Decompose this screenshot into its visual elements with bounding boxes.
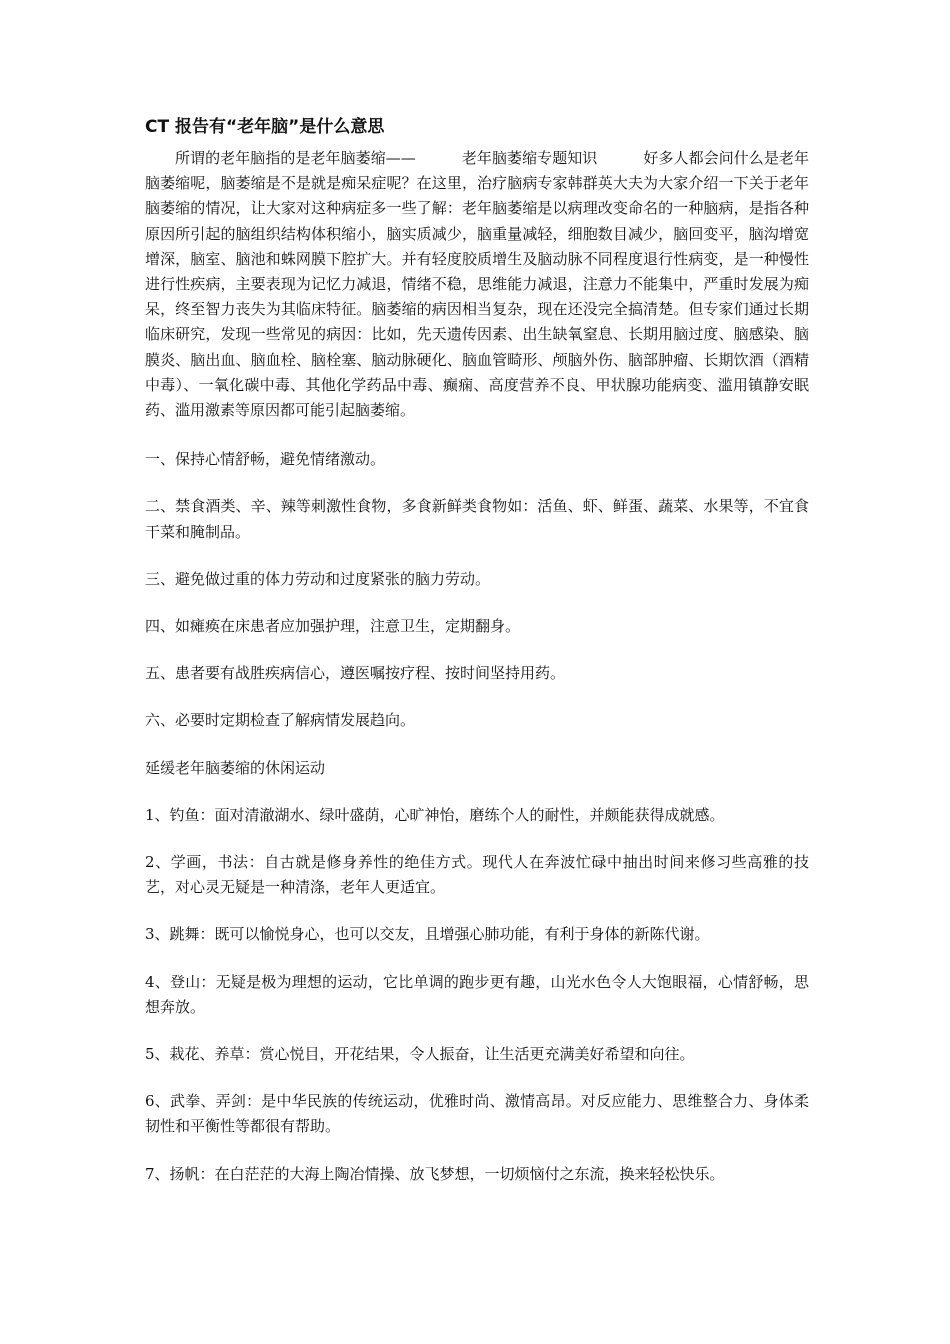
activity-item-3: 3、跳舞：既可以愉悦身心，也可以交友，且增强心肺功能，有利于身体的新陈代谢。 bbox=[145, 925, 710, 944]
activities-heading: 延缓老年脑萎缩的休闲运动 bbox=[145, 758, 326, 777]
activity-item-4: 4、登山：无疑是极为理想的运动，它比单调的跑步更有趣，山光水色令人大饱眼福，心情舒畅，思想奔放。 bbox=[145, 972, 809, 1016]
advice-item-4: 四、如瘫痪在床患者应加强护理，注意卫生，定期翻身。 bbox=[145, 617, 521, 636]
advice-item-1: 一、保持心情舒畅，避免情绪激动。 bbox=[145, 450, 386, 469]
activity-item-7: 7、扬帆：在白茫茫的大海上陶冶情操、放飞梦想，一切烦恼付之东流，换来轻松快乐。 bbox=[145, 1164, 725, 1183]
advice-item-2: 二、禁食酒类、辛、辣等刺激性食物，多食新鲜类食物如：活鱼、虾、鲜蛋、蔬菜、水果等，不宜食干菜和腌制品。 bbox=[145, 497, 809, 541]
document-page bbox=[145, 112, 809, 1209]
intro-part-3: 好多人都会问什么是老年脑萎缩呢，脑萎缩是不是就是痴呆症呢？在这里，治疗脑病专家韩群英大夫为大家介绍一下关于老年脑萎缩的情况，让大家对这种病症多一些了解：老年脑萎缩是以病理改变命名的一种脑病，是指各种原因所引起的脑组织结构体积缩小，脑实质减少，脑重量减轻，细胞数目减少，脑回变平，脑沟增宽增深，脑室、脑池和蛛网膜下腔扩大。并有轻度胶质增生及脑动脉不同程度退行性病变，是一种慢性进行性疾病，主要表现为记忆力减退，情绪不稳，思维能力减退，注意力不能集中，严重时发展为痴呆，终至智力丧失为其临床特征。脑萎缩的病因相当复杂，现在还没完全搞清楚。但专家们通过长期临床研究，发现一些常见的病因：比如，先天遗传因素、出生缺氧窒息、长期用脑过度、脑感染、脑膜炎、脑出血、脑血栓、脑栓塞、脑动脉硬化、脑血管畸形、颅脑外伤、脑部肿瘤、长期饮酒（酒精中毒）、一氧化碳中毒、其他化学药品中毒、癫痫、高度营养不良、甲状腺功能病变、滥用镇静安眠药、滥用激素等原因都可能引起脑萎缩。 bbox=[145, 149, 809, 420]
advice-item-3: 三、避免做过重的体力劳动和过度紧张的脑力劳动。 bbox=[145, 569, 491, 588]
intro-part-2: 老年脑萎缩专题知识 bbox=[461, 149, 598, 167]
document-title: CT 报告有“老年脑”是什么意思 bbox=[145, 117, 385, 137]
activity-item-2: 2、学画，书法：自古就是修身养性的绝佳方式。现代人在奔波忙碌中抽出时间来修习些高雅的技艺，对心灵无疑是一种清涤，老年人更适宜。 bbox=[145, 853, 809, 897]
intro-paragraph bbox=[145, 146, 809, 423]
activity-item-1: 1、钓鱼：面对清澈湖水、绿叶盛荫，心旷神怡，磨练个人的耐性，并颇能获得成就感。 bbox=[145, 805, 725, 824]
advice-item-6: 六、必要时定期检查了解病情发展趋向。 bbox=[145, 711, 416, 730]
activity-item-6: 6、武拳、弄剑：是中华民族的传统运动，优雅时尚、激情高昂。对反应能力、思维整合力、身体柔韧性和平衡性等都很有帮助。 bbox=[145, 1092, 809, 1136]
intro-part-1: 所谓的老年脑指的是老年脑萎缩—— bbox=[175, 149, 416, 167]
activity-item-5: 5、栽花、养草：赏心悦目，开花结果，令人振奋，让生活更充满美好希望和向往。 bbox=[145, 1045, 695, 1064]
advice-item-5: 五、患者要有战胜疾病信心，遵医嘱按疗程、按时间坚持用药。 bbox=[145, 664, 566, 683]
